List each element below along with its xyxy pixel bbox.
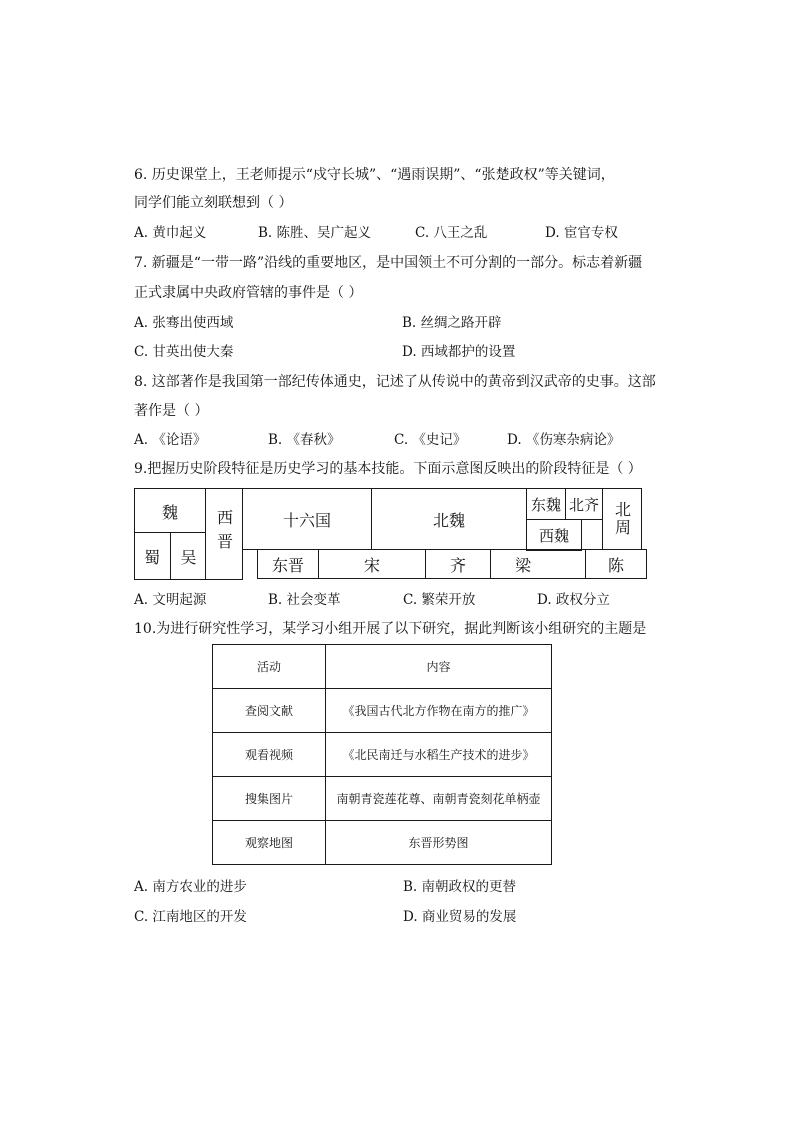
q9-option-c[interactable]: C. 繁荣开放 xyxy=(403,592,476,608)
beizhou-label: 北周 xyxy=(612,501,632,537)
q10-option-a[interactable]: A. 南方农业的进步 xyxy=(134,879,247,895)
shiliuguo-label: 十六国 xyxy=(282,510,331,530)
beiwei-label: 北魏 xyxy=(432,510,465,530)
q6-option-a[interactable]: A. 黄巾起义 xyxy=(134,225,207,241)
q7-option-a[interactable]: A. 张骞出使西域 xyxy=(134,315,234,331)
q8-option-d[interactable]: D. 《伤寒杂病论》 xyxy=(507,432,621,448)
q8-stem-line1: 8. 这部著作是我国第一部纪传体通史，记述了从传说中的黄帝到汉武帝的史事。这部 xyxy=(134,374,656,390)
wei-label: 魏 xyxy=(161,502,178,522)
table-header-row xyxy=(213,645,552,689)
q9-stem: 9.把握历史阶段特征是历史学习的基本技能。下面示意图反映出的阶段特征是（ ） xyxy=(134,461,642,477)
q7-option-c[interactable]: C. 甘英出使大秦 xyxy=(134,344,234,360)
content-cell: 东晋形势图 xyxy=(326,821,552,865)
qi-label: 齐 xyxy=(449,555,466,575)
dongjin-label: 东晋 xyxy=(271,555,304,575)
q7-stem-line1: 7. 新疆是“一带一路”沿线的重要地区，是中国领土不可分割的一部分。标志着新疆 xyxy=(134,255,643,271)
q6-option-b[interactable]: B. 陈胜、吴广起义 xyxy=(258,225,372,241)
header-activity: 活动 xyxy=(213,645,326,689)
table-row xyxy=(213,689,552,733)
activity-cell: 查阅文献 xyxy=(213,689,326,733)
q6-stem-line1: 6. 历史课堂上，王老师提示“戍守长城”、“遇雨误期”、“张楚政权”等关键词， xyxy=(134,167,615,183)
q7-stem-line2: 正式隶属中央政府管辖的事件是（ ） xyxy=(134,285,363,301)
liang-label: 梁 xyxy=(514,555,531,575)
q10-stem: 10.为进行研究性学习，某学习小组开展了以下研究，据此判断该小组研究的主题是 xyxy=(134,621,647,637)
q10-option-b[interactable]: B. 南朝政权的更替 xyxy=(403,879,517,895)
q6-stem-line2: 同学们能立刻联想到（ ） xyxy=(134,195,293,211)
q9-option-a[interactable]: A. 文明起源 xyxy=(134,592,207,608)
content-cell: 《北民南迁与水稻生产技术的进步》 xyxy=(326,733,552,777)
q8-option-a[interactable]: A. 《论语》 xyxy=(134,432,207,448)
table-row xyxy=(213,733,552,777)
dongwei-label: 东魏 xyxy=(530,495,561,514)
xijin-label: 西晋 xyxy=(214,509,234,557)
header-content: 内容 xyxy=(326,645,552,689)
q7-option-b[interactable]: B. 丝绸之路开辟 xyxy=(402,315,502,331)
q6-option-c[interactable]: C. 八王之乱 xyxy=(415,225,488,241)
research-activity-table xyxy=(212,644,552,865)
table-row xyxy=(213,821,552,865)
q7-option-d[interactable]: D. 西域都护的设置 xyxy=(402,344,516,360)
q9-option-b[interactable]: B. 社会变革 xyxy=(268,592,341,608)
q8-option-b[interactable]: B. 《春秋》 xyxy=(268,432,341,448)
table-row xyxy=(213,777,552,821)
wu-label: 吴 xyxy=(180,547,197,567)
q6-option-d[interactable]: D. 宦官专权 xyxy=(545,225,618,241)
chen-label: 陈 xyxy=(607,555,624,575)
content-cell: 南朝青瓷莲花尊、南朝青瓷刻花单柄壶 xyxy=(326,777,552,821)
beiqi-label: 北齐 xyxy=(568,495,599,514)
activity-cell: 搜集图片 xyxy=(213,777,326,821)
xiwei-label: 西魏 xyxy=(538,526,569,545)
q10-option-d[interactable]: D. 商业贸易的发展 xyxy=(403,909,517,925)
q8-option-c[interactable]: C. 《史记》 xyxy=(394,432,467,448)
activity-cell: 观察地图 xyxy=(213,821,326,865)
q9-option-d[interactable]: D. 政权分立 xyxy=(537,592,610,608)
song-label: 宋 xyxy=(363,555,380,575)
q10-option-c[interactable]: C. 江南地区的开发 xyxy=(134,909,247,925)
q8-stem-line2: 著作是（ ） xyxy=(134,403,209,419)
activity-cell: 观看视频 xyxy=(213,733,326,777)
shu-label: 蜀 xyxy=(143,547,160,567)
content-cell: 《我国古代北方作物在南方的推广》 xyxy=(326,689,552,733)
